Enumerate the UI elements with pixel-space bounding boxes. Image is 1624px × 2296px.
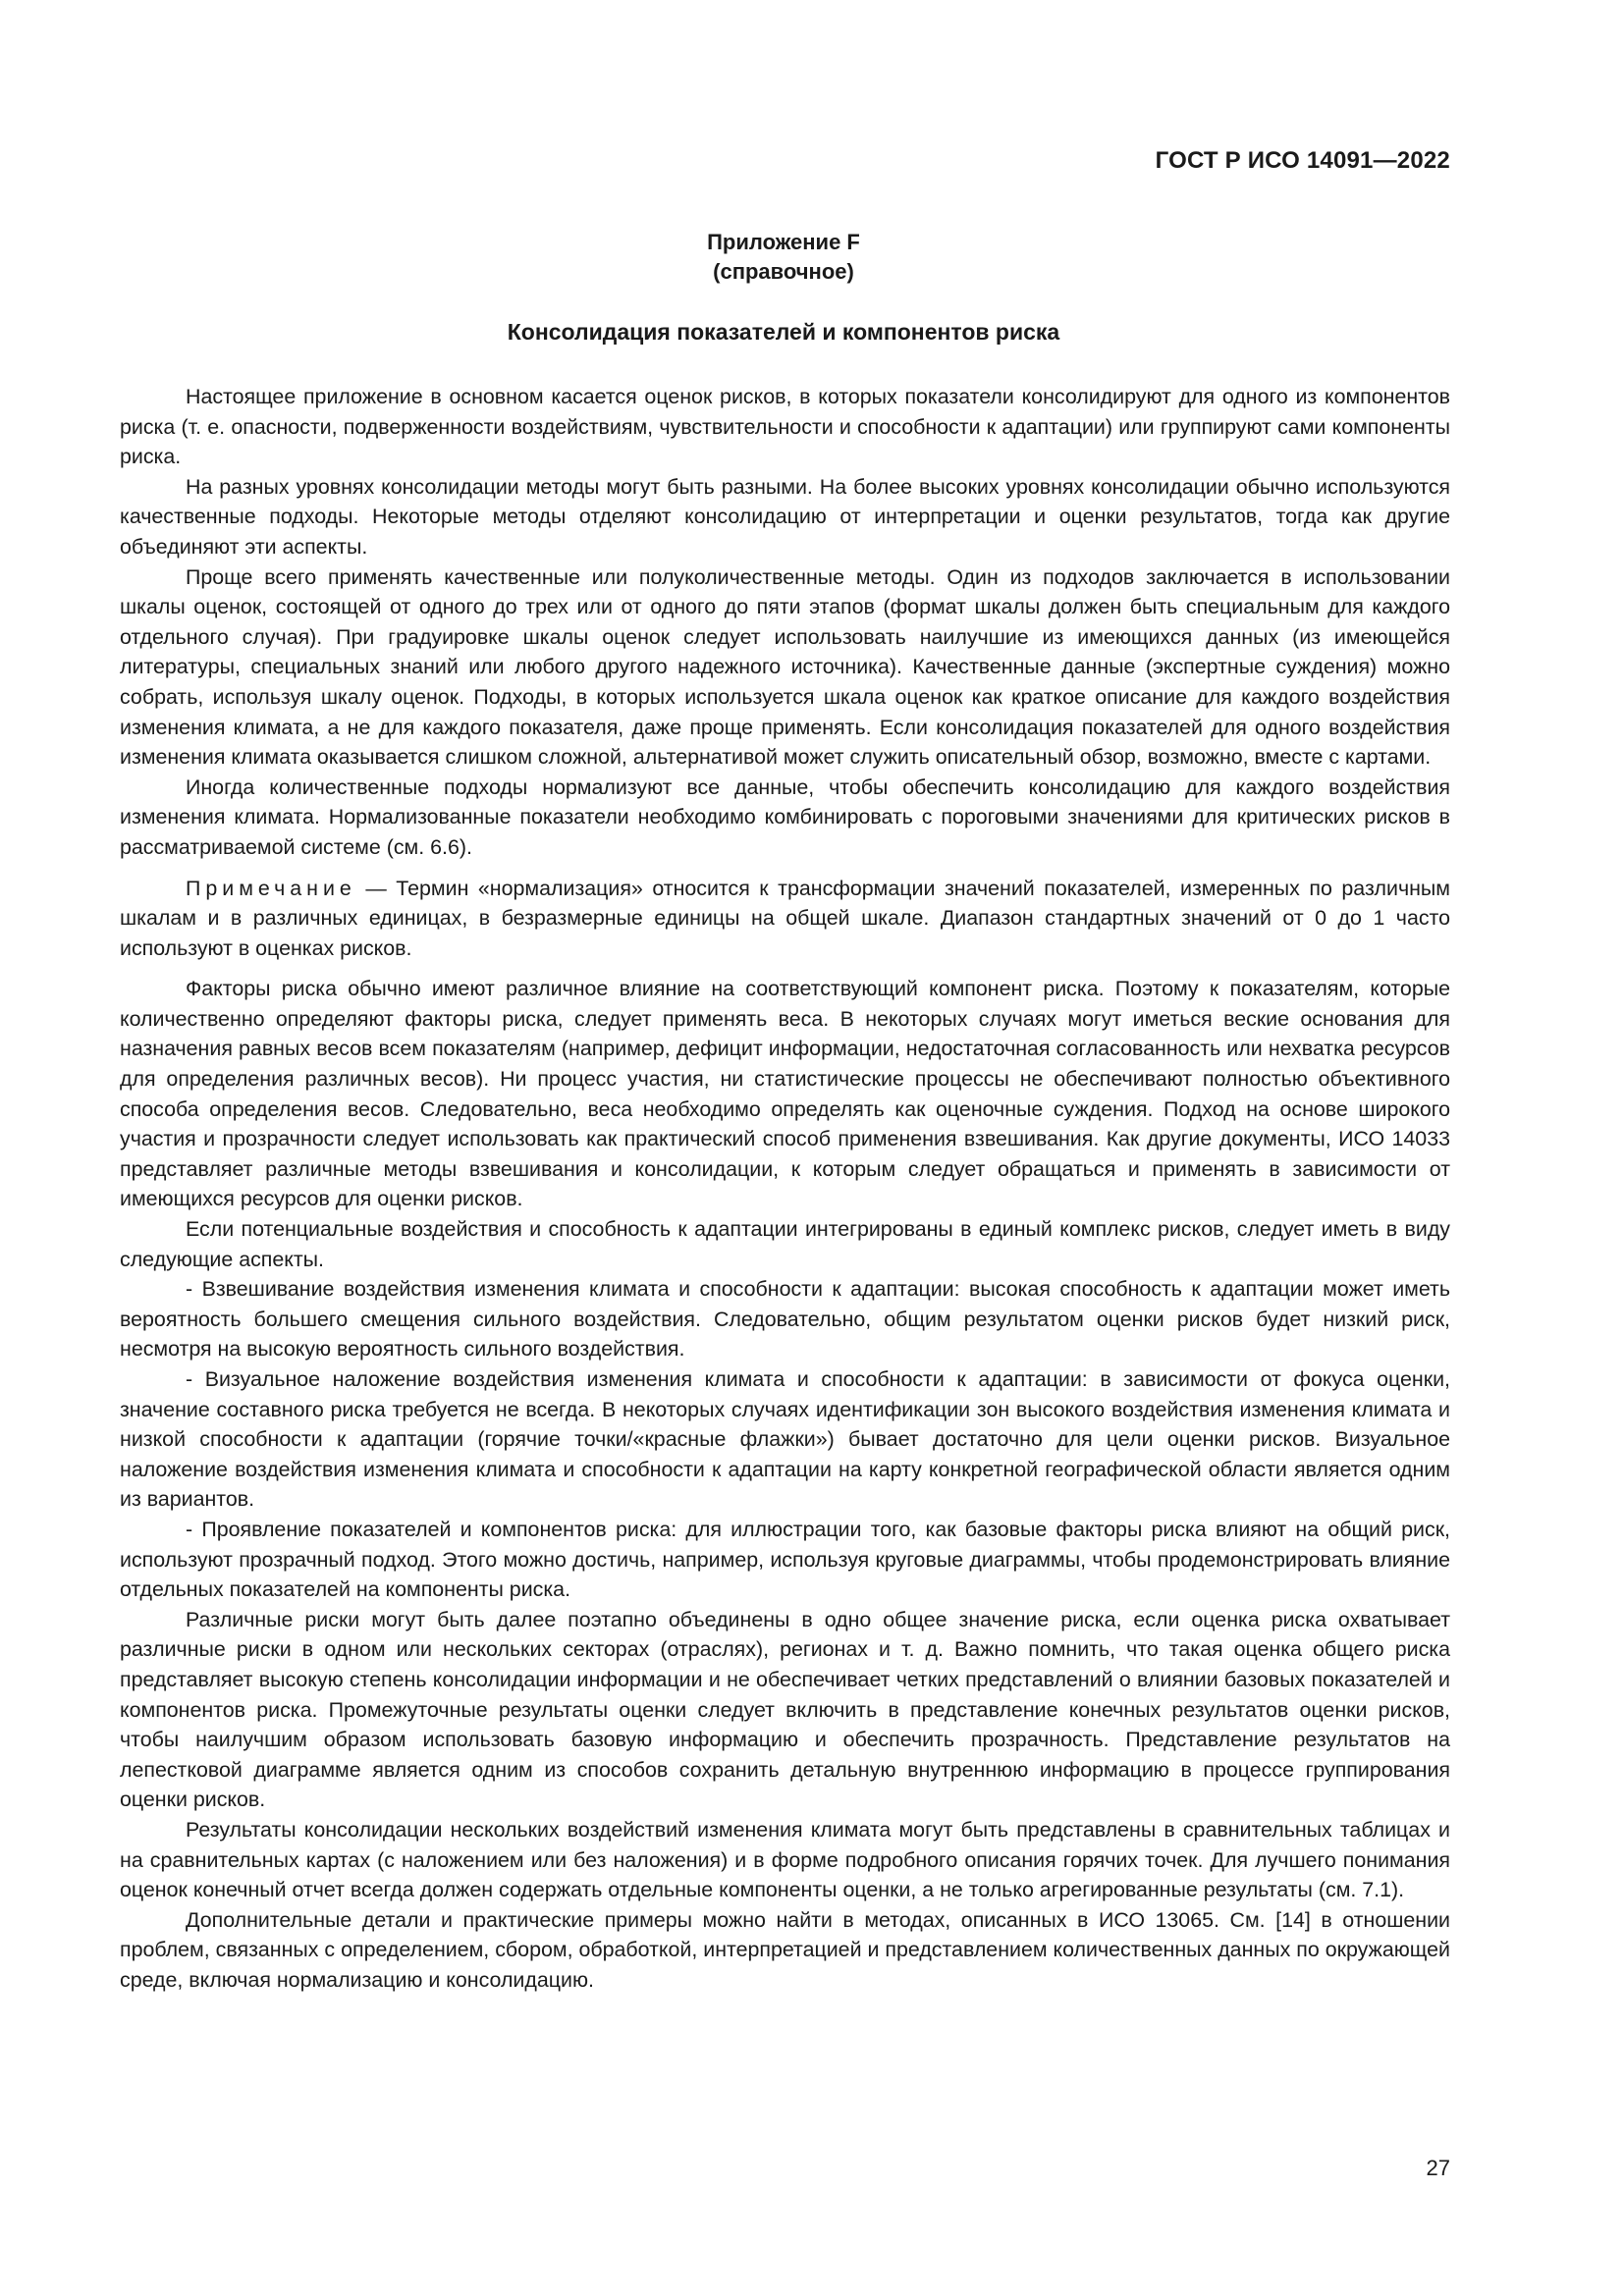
note-text: — Термин «нормализация» относится к трансформации значений показателей, измеренных по различным шкалам и в различных единицах, в безразмерные единицы на общей шкале. Диапазон стандартных значений от 0 до 1 часто используют в оценках рисков. bbox=[120, 876, 1450, 960]
paragraph: Иногда количественные подходы нормализуют все данные, чтобы обеспечить консолидацию для каждого воздействия изменения климата. Нормализованные показатели необходимо комбинировать с пороговыми значениями для критических рисков в рассматриваемой системе (см. 6.6). bbox=[120, 774, 1450, 859]
paragraph: Если потенциальные воздействия и способность к адаптации интегрированы в единый комплекс рисков, следует иметь в виду следующие аспекты. bbox=[120, 1217, 1450, 1271]
annex-heading bbox=[0, 228, 1567, 287]
note bbox=[120, 874, 1450, 964]
document-code: ГОСТ Р ИСО 14091—2022 bbox=[1155, 147, 1450, 174]
annex-subtitle: (справочное) bbox=[713, 259, 854, 284]
list-item: - Взвешивание воздействия изменения климата и способности к адаптации: высокая способность к адаптации может иметь вероятность большего смещения сильного воздействия. Следовательно, общим результатом оценки рисков будет низкий риск, несмотря на высокую вероятность сильного воздействия. bbox=[120, 1277, 1450, 1362]
body-text bbox=[120, 382, 1450, 1995]
paragraph: Различные риски могут быть далее поэтапно объединены в одно общее значение риска, если оценка риска охватывает различные риски в одном или нескольких секторах (отраслях), регионах и т. д. Важно помнить, что такая оценка общего риска представляет высокую степень консолидации информации и не обеспечивает четких представлений о влиянии базовых показателей и компонентов риска. Промежуточные результаты оценки следует включить в представление конечных результатов оценки рисков, чтобы наилучшим образом использовать базовую информацию и обеспечить прозрачность. Представление результатов на лепестковой диаграмме является одним из способов сохранить детальную внутреннюю информацию в процессе группирования оценки рисков. bbox=[120, 1607, 1450, 1812]
list-item: - Проявление показателей и компонентов риска: для иллюстрации того, как базовые факторы риска влияют на общий риск, используют прозрачный подход. Этого можно достичь, например, используя круговые диаграммы, чтобы продемонстрировать влияние отдельных показателей на компоненты риска. bbox=[120, 1517, 1450, 1602]
paragraph: Настоящее приложение в основном касается оценок рисков, в которых показатели консолидируют для одного из компонентов риска (т. е. опасности, подверженности воздействиям, чувствительности и способности к адаптации) или группируют сами компоненты риска. bbox=[120, 385, 1450, 469]
section-title: Консолидация показателей и компонентов риска bbox=[507, 319, 1060, 345]
paragraph: Факторы риска обычно имеют различное влияние на соответствующий компонент риска. Поэтому к показателям, которые количественно определяют факторы риска, следует применять веса. В некоторых случаях могут иметься веские основания для назначения равных весов всем показателям (например, дефицит информации, недостаточная согласованность или нехватка ресурсов для определения различных весов). Ни процесс участия, ни статистические процессы не обеспечивают полностью объективного способа определения весов. Следовательно, веса необходимо определять как оценочные суждения. Подход на основе широкого участия и прозрачности следует использовать как практический способ применения взвешивания. Как другие документы, ИСО 14033 представляет различные методы взвешивания и консолидации, к которым следует обращаться и применять в зависимости от имеющихся ресурсов для оценки рисков. bbox=[120, 977, 1450, 1211]
note-label: Примечание bbox=[186, 876, 356, 900]
paragraph: Результаты консолидации нескольких воздействий изменения климата могут быть представлены в сравнительных таблицах и на сравнительных картах (с наложением или без наложения) и в форме подробного описания горячих точек. Для лучшего понимания оценок конечный отчет всегда должен содержать отдельные компоненты оценки, а не только агрегированные результаты (см. 7.1). bbox=[120, 1817, 1450, 1902]
paragraph: Дополнительные детали и практические примеры можно найти в методах, описанных в ИСО 13065. См. [14] в отношении проблем, связанных с определением, сбором, обработкой, интерпретацией и представлением количественных данных по окружающей среде, включая нормализацию и консолидацию. bbox=[120, 1907, 1450, 1992]
paragraph: Проще всего применять качественные или полуколичественные методы. Один из подходов заключается в использовании шкалы оценок, состоящей от одного до трех или от одного до пяти этапов (формат шкалы должен быть специальным для каждого отдельного случая). При градуировке шкалы оценок следует использовать наилучшие из имеющихся данных (из имеющейся литературы, специальных знаний или любого другого надежного источника). Качественные данные (экспертные суждения) можно собрать, используя шкалу оценок. Подходы, в которых используется шкала оценок как краткое описание для каждого воздействия изменения климата, а не для каждого показателя, даже проще применять. Если консолидация показателей для одного воздействия изменения климата оказывается слишком сложной, альтернативой может служить описательный обзор, возможно, вместе с картами. bbox=[120, 564, 1450, 770]
annex-title: Приложение F bbox=[707, 230, 860, 254]
paragraph: На разных уровнях консолидации методы могут быть разными. На более высоких уровнях консолидации обычно используются качественные подходы. Некоторые методы отделяют консолидацию от интерпретации и оценки результатов, тогда как другие объединяют эти аспекты. bbox=[120, 474, 1450, 559]
list-item: - Визуальное наложение воздействия изменения климата и способности к адаптации: в зависимости от фокуса оценки, значение составного риска требуется не всегда. В некоторых случаях идентификации зон высокого воздействия изменения климата и низкой способности к адаптации (горячие точки/«красные флажки») бывает достаточно для цели оценки рисков. Визуальное наложение воздействия изменения климата и способности к адаптации на карту конкретной географической области является одним из вариантов. bbox=[120, 1367, 1450, 1512]
page-number: 27 bbox=[1426, 2156, 1450, 2180]
